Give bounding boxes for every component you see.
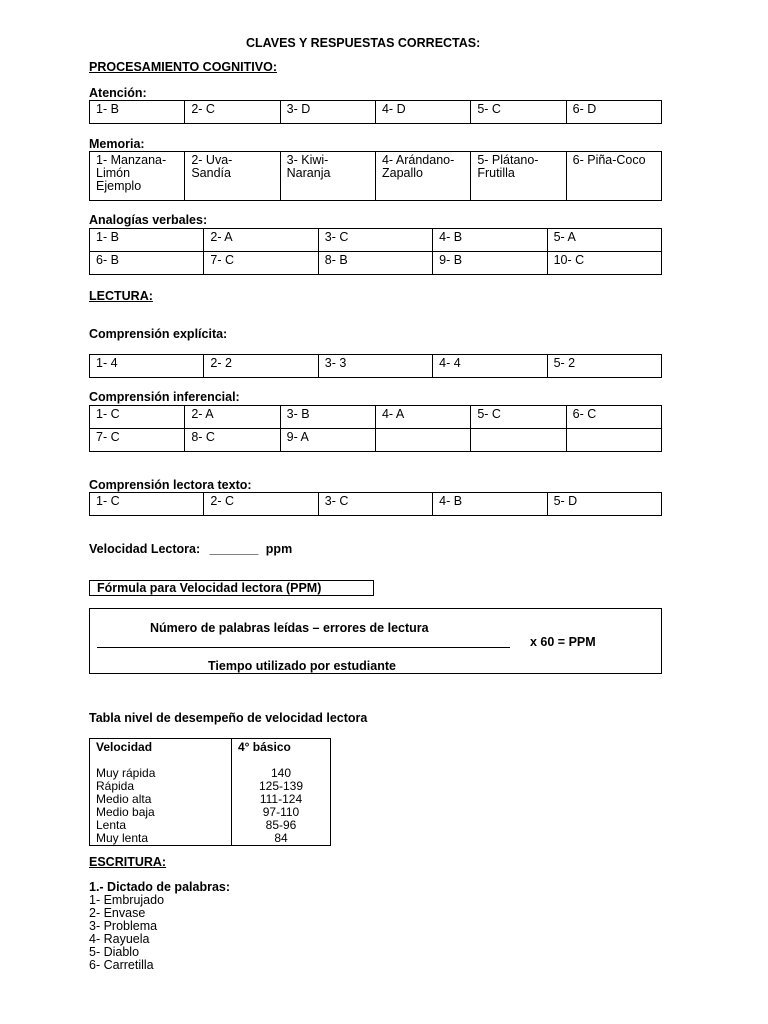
table-cell: 3- 3: [318, 355, 432, 378]
table-cell: 4- A: [375, 406, 470, 429]
table-cell: 10- C: [547, 252, 661, 275]
table-cell: 1- Manzana- Limón Ejemplo: [90, 152, 185, 201]
table-cell: 2- C: [204, 493, 318, 516]
table-cell: 5- D: [547, 493, 661, 516]
list-item: 3- Problema: [89, 919, 158, 933]
table-cell: 3- C: [318, 229, 432, 252]
table-cell: 140: [232, 767, 331, 780]
label-analogias: Analogías verbales:: [89, 213, 208, 227]
table-row: [90, 229, 662, 252]
table-cell: 1- C: [90, 493, 204, 516]
dictado-list: [89, 894, 164, 972]
table-cell: 2- A: [204, 229, 318, 252]
table-cell: [471, 429, 566, 452]
table-row: [90, 429, 662, 452]
table-cell: [375, 429, 470, 452]
table-cell: 2- A: [185, 406, 280, 429]
table-cell: 6- C: [566, 406, 661, 429]
speed-table: [89, 738, 331, 846]
table-row: [90, 252, 662, 275]
table-cell: 6- Piña-Coco: [566, 152, 661, 201]
table-cell: 9- B: [433, 252, 547, 275]
table-cell: 4- B: [433, 493, 547, 516]
table-row: [90, 355, 662, 378]
table-cell: [566, 429, 661, 452]
table-cell: 2- C: [185, 101, 280, 124]
list-item: 4- Rayuela: [89, 932, 150, 946]
table-cell: 125-139: [232, 780, 331, 793]
table-row: [90, 832, 331, 846]
table-row: [90, 493, 662, 516]
header-velocidad: Velocidad: [90, 739, 232, 768]
velocidad-line: [89, 542, 292, 556]
table-cell: 3- B: [280, 406, 375, 429]
table-cell: 6- D: [566, 101, 661, 124]
table-cell: 5- A: [547, 229, 661, 252]
table-cell: 1- C: [90, 406, 185, 429]
label-inferencial: Comprensión inferencial:: [89, 390, 240, 404]
formula-title: Fórmula para Velocidad lectora (PPM): [97, 581, 322, 595]
table-row: [90, 406, 662, 429]
table-cell: 3- C: [318, 493, 432, 516]
formula-title-box: [89, 580, 374, 596]
table-cell: Muy rápida: [90, 767, 232, 780]
table-cell: 2- 2: [204, 355, 318, 378]
list-item: 5- Diablo: [89, 945, 140, 959]
table-row: [90, 152, 662, 201]
table-header-row: [90, 739, 331, 768]
section-heading-lectura: LECTURA:: [89, 289, 153, 303]
table-cell: 1- B: [90, 101, 185, 124]
table-cell: 9- A: [280, 429, 375, 452]
table-cell: 7- C: [90, 429, 185, 452]
table-cell: 3- Kiwi- Naranja: [280, 152, 375, 201]
section-heading-procesamiento: PROCESAMIENTO COGNITIVO:: [89, 60, 277, 74]
table-cell: 85-96: [232, 819, 331, 832]
table-cell: Rápida: [90, 780, 232, 793]
table-cell: 8- B: [318, 252, 432, 275]
formula-numerator: Número de palabras leídas – errores de lectura: [150, 621, 429, 635]
header-grado: 4° básico: [232, 739, 331, 768]
table-cell: 5- C: [471, 101, 566, 124]
table-cell: 8- C: [185, 429, 280, 452]
table-cell: 97-110: [232, 806, 331, 819]
table-cell: 5- Plátano- Frutilla: [471, 152, 566, 201]
table-cell: 111-124: [232, 793, 331, 806]
table-cell: Medio alta: [90, 793, 232, 806]
list-item: 6- Carretilla: [89, 958, 154, 972]
section-heading-escritura: ESCRITURA:: [89, 855, 167, 869]
table-atencion: [89, 100, 662, 124]
label-memoria: Memoria:: [89, 137, 145, 151]
table-cell: Lenta: [90, 819, 232, 832]
table-texto: [89, 492, 662, 516]
table-cell: 4- 4: [433, 355, 547, 378]
table-cell: 5- 2: [547, 355, 661, 378]
label-atencion: Atención:: [89, 86, 147, 100]
table-cell: 6- B: [90, 252, 204, 275]
table-cell: 3- D: [280, 101, 375, 124]
label-texto: Comprensión lectora texto:: [89, 478, 252, 492]
table-cell: 7- C: [204, 252, 318, 275]
formula-box: [89, 608, 662, 674]
table-cell: 4- B: [433, 229, 547, 252]
table-memoria: [89, 151, 662, 201]
table-cell: 1- B: [90, 229, 204, 252]
document-title: CLAVES Y RESPUESTAS CORRECTAS:: [246, 36, 481, 50]
velocidad-label: Velocidad Lectora:: [89, 542, 201, 556]
table-cell: 4- D: [375, 101, 470, 124]
table-cell: 5- C: [471, 406, 566, 429]
label-explicita: Comprensión explícita:: [89, 327, 228, 341]
table-cell: 2- Uva- Sandía: [185, 152, 280, 201]
label-dictado: 1.- Dictado de palabras:: [89, 880, 231, 894]
velocidad-blank: _______: [209, 542, 259, 556]
list-item: 2- Envase: [89, 906, 146, 920]
formula-fraction-line: [97, 647, 510, 648]
table-cell: 1- 4: [90, 355, 204, 378]
table-analogias: [89, 228, 662, 275]
table-explicita: [89, 354, 662, 378]
speed-table-title: Tabla nivel de desempeño de velocidad lectora: [89, 711, 368, 725]
table-cell: Medio baja: [90, 806, 232, 819]
table-cell: 84: [232, 832, 331, 846]
velocidad-unit: ppm: [265, 542, 293, 556]
formula-multiplier: x 60 = PPM: [530, 635, 596, 649]
table-row: [90, 101, 662, 124]
list-item: 1- Embrujado: [89, 893, 165, 907]
table-inferencial: [89, 405, 662, 452]
table-cell: Muy lenta: [90, 832, 232, 846]
table-cell: 4- Arándano- Zapallo: [375, 152, 470, 201]
formula-denominator: Tiempo utilizado por estudiante: [208, 659, 396, 673]
